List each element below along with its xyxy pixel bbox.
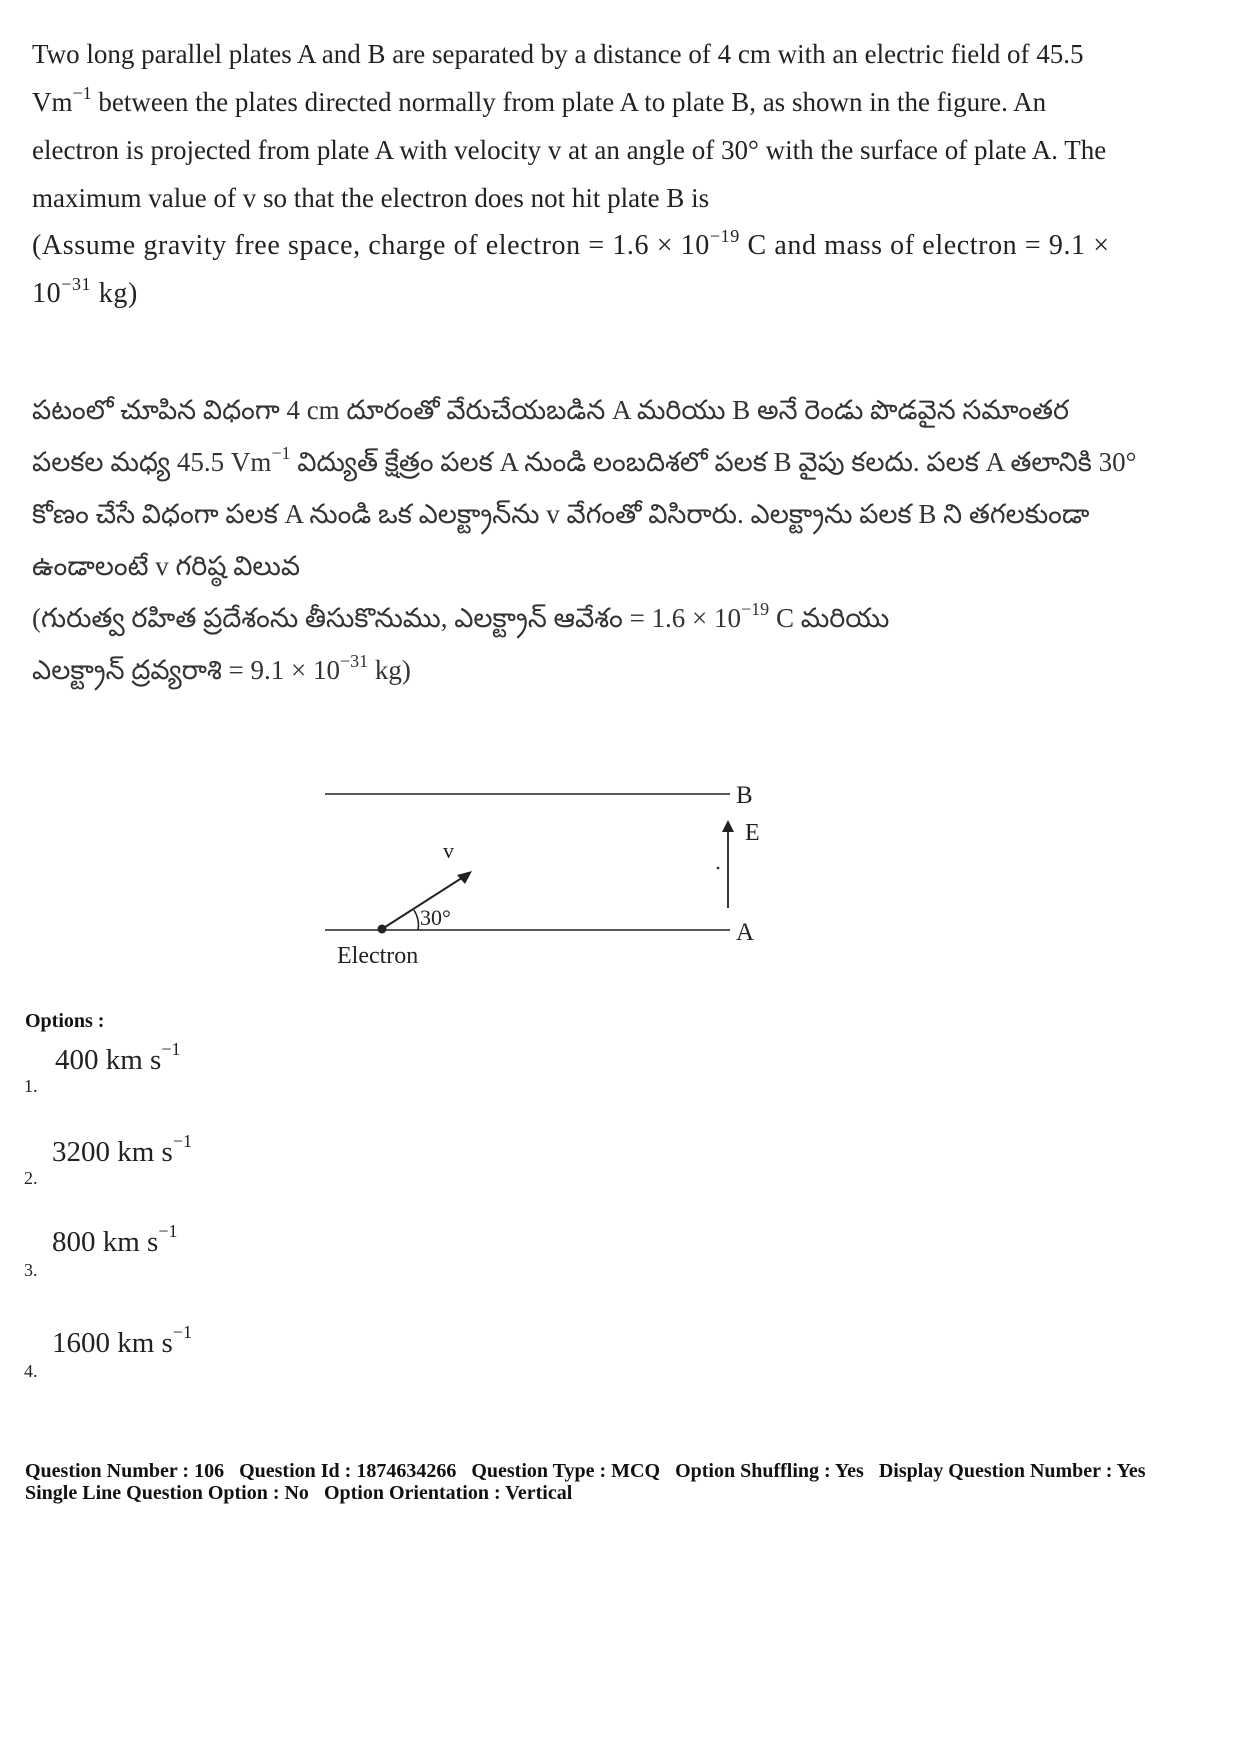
option-value: 1600 km $s^{-1}$: [52, 1322, 192, 1359]
option-number: 3.: [24, 1260, 38, 1280]
option-shuffling: Option Shuffling : Yes: [675, 1460, 864, 1482]
option-value: 3200 km $s^{-1}$: [52, 1131, 192, 1168]
question-number: Question Number : 106: [25, 1460, 225, 1482]
option-number: 4.: [24, 1361, 38, 1381]
parallel-plates-figure: [0, 770, 1240, 990]
question-id: Question Id : 1874634266: [239, 1460, 457, 1482]
question-telugu: [32, 384, 1142, 696]
single-line-option: Single Line Question Option : No: [25, 1482, 309, 1504]
question-telugu-note: (గురుత్వ రహిత ప్రదేశంను తీసుకొనుము, ఎలక్ట్రాన్ ఆవేశం = $1.6 \times 10^{-19}$ C మరియు ఎలక్ట్రాన్ ద్రవ్యరాశి = $9.1 \times 10^{-31}$ kg): [32, 599, 890, 685]
option-orientation: Option Orientation : Vertical: [323, 1482, 573, 1504]
electron-label: Electron: [337, 943, 419, 969]
field-arrow-head: [722, 820, 734, 832]
question-english-note: (Assume gravity free space, charge of electron = $1.6 \times 10^{-19}$ C and mass of electron = $9.1 \times 10^{-31}$ kg): [32, 226, 1110, 309]
velocity-arrow-head: [457, 871, 472, 884]
field-arrow-dot: [717, 867, 720, 870]
question-english-paragraph: Two long parallel plates A and B are separated by a distance of 4 cm with an electric field of 45.5 $Vm^{-1}$ between the plates directed normally from plate A to plate B, as shown in the figure. An electron is projected from plate A with velocity v at an angle of 30° with the surface of plate A. The maximum value of v so that the electron does not hit plate B is: [32, 39, 1107, 213]
option-number: 2.: [24, 1168, 38, 1188]
option-number: 1.: [24, 1076, 38, 1096]
display-question-number: Display Question Number : Yes: [878, 1460, 1146, 1482]
plate-a-label: A: [736, 919, 755, 946]
options-title: Options :: [25, 1010, 105, 1032]
question-english: [32, 30, 1132, 318]
question-type: Question Type : MCQ: [471, 1460, 661, 1482]
question-telugu-paragraph: పటంలో చూపిన విధంగా 4 cm దూరంతో వేరుచేయబడిన A మరియు B అనే రెండు పొడవైన సమాంతర పలకల మధ్య 45.5 $Vm^{-1}$ విద్యుత్ క్షేత్రం పలక A నుండి లంబదిశలో పలక B వైపు కలదు. పలక A తలానికి 30° కోణం చేసే విధంగా పలక A నుండి ఒక ఎలక్ట్రాన్‌ను v వేగంతో విసిరారు. ఎలక్ట్రాను పలక B ని తగలకుండా ఉండాలంటే v గరిష్ఠ విలువ: [32, 395, 1137, 581]
question-meta-line-1: [25, 1460, 1225, 1482]
field-label: E: [745, 820, 760, 846]
question-meta: [25, 1460, 1225, 1504]
angle-arc: [414, 910, 419, 930]
question-meta-line-2: [25, 1482, 1225, 1504]
angle-label: 30°: [420, 905, 451, 930]
plate-b-label: B: [736, 782, 753, 809]
velocity-label: v: [443, 838, 454, 863]
option-value: 400 km $s^{-1}$: [55, 1039, 181, 1076]
option-value: 800 km $s^{-1}$: [52, 1221, 178, 1258]
